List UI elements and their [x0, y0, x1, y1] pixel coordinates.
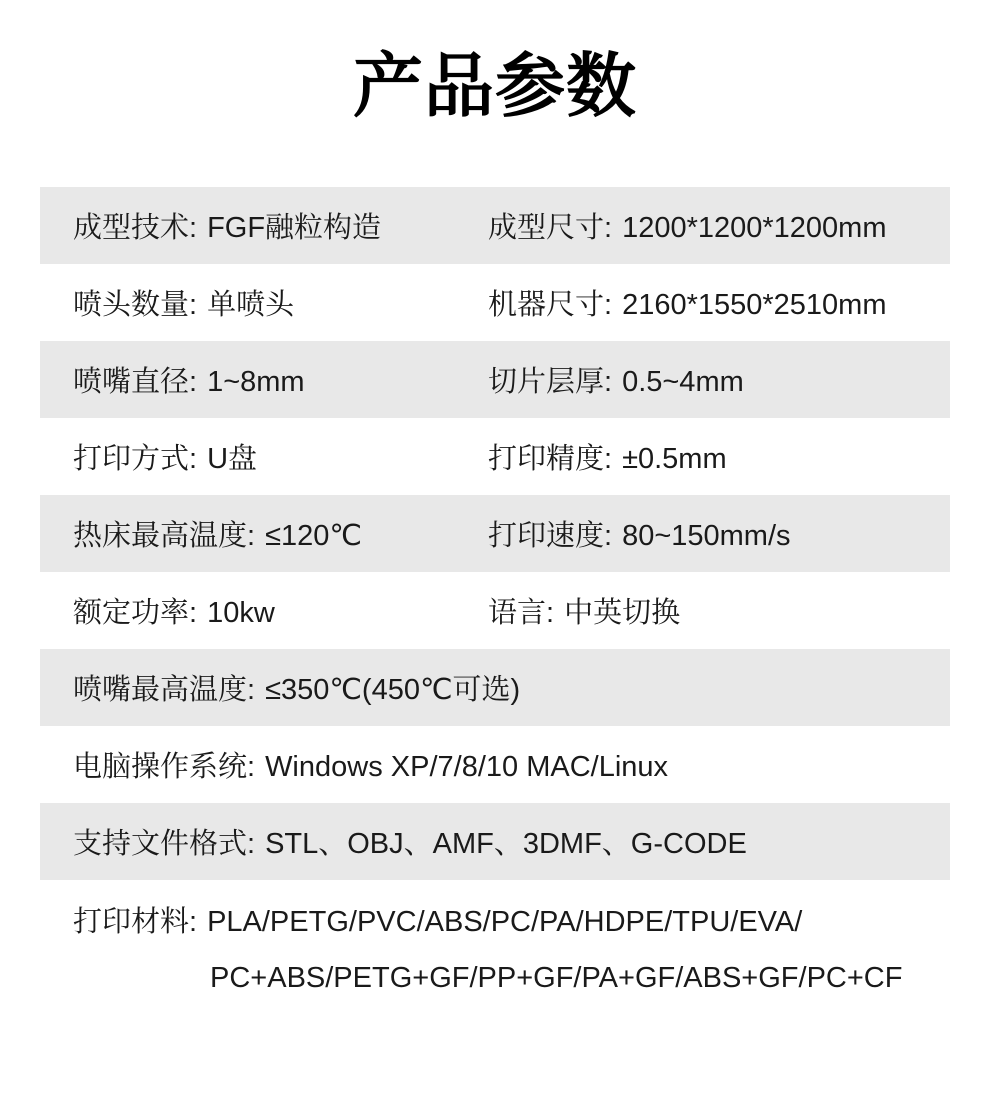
- spec-cell-print-speed: [488, 513, 940, 554]
- spec-label-language: 语言:: [488, 597, 555, 629]
- spec-cell-build-size: [488, 205, 940, 246]
- spec-row-nozzle-count: [40, 264, 950, 341]
- print-materials-line2: [210, 950, 940, 1006]
- spec-value-nozzle-count: 单喷头: [207, 289, 295, 321]
- spec-label-molding-technology: 成型技术:: [73, 212, 198, 244]
- spec-label-rated-power: 额定功率:: [73, 597, 198, 629]
- spec-cell-print-method: [73, 436, 488, 477]
- spec-cell-language: [488, 590, 940, 631]
- spec-value-build-size: 1200*1200*1200mm: [622, 212, 887, 244]
- page-title: 产品参数: [353, 47, 637, 125]
- spec-value-file-formats: STL、OBJ、AMF、3DMF、G-CODE: [265, 828, 747, 860]
- spec-label-nozzle-diameter: 喷嘴直径:: [73, 366, 198, 398]
- spec-row-molding: [40, 187, 950, 264]
- spec-value-molding-technology: FGF融粒构造: [207, 212, 382, 244]
- spec-value-nozzle-max-temp: ≤350℃(450℃可选): [265, 674, 521, 706]
- spec-cell-nozzle-max-temp: [73, 667, 940, 708]
- spec-row-print-materials: [40, 880, 950, 1012]
- spec-label-print-speed: 打印速度:: [488, 520, 613, 552]
- spec-label-machine-size: 机器尺寸:: [488, 289, 613, 321]
- spec-cell-nozzle-diameter: [73, 359, 488, 400]
- spec-row-bed-temp: [40, 495, 950, 572]
- spec-row-power: [40, 572, 950, 649]
- spec-label-print-method: 打印方式:: [73, 443, 198, 475]
- spec-value-print-materials-1: PLA/PETG/PVC/ABS/PC/PA/HDPE/TPU/EVA/: [207, 906, 803, 938]
- spec-value-rated-power: 10kw: [207, 597, 275, 629]
- spec-label-bed-max-temp: 热床最高温度:: [73, 520, 256, 552]
- spec-row-file-formats: [40, 803, 950, 880]
- print-materials-line1: [73, 894, 940, 950]
- spec-table: [40, 187, 950, 1012]
- spec-row-print-method: [40, 418, 950, 495]
- spec-label-print-materials: 打印材料:: [73, 906, 198, 938]
- spec-row-os: [40, 726, 950, 803]
- spec-cell-layer-thickness: [488, 359, 940, 400]
- spec-label-build-size: 成型尺寸:: [488, 212, 613, 244]
- spec-label-file-formats: 支持文件格式:: [73, 828, 256, 860]
- spec-value-bed-max-temp: ≤120℃: [265, 520, 362, 552]
- spec-value-print-precision: ±0.5mm: [622, 443, 727, 475]
- spec-value-print-speed: 80~150mm/s: [622, 520, 791, 552]
- spec-label-print-precision: 打印精度:: [488, 443, 613, 475]
- spec-value-language: 中英切换: [564, 597, 681, 629]
- spec-value-print-materials-2: PC+ABS/PETG+GF/PP+GF/PA+GF/ABS+GF/PC+CF: [210, 962, 903, 994]
- spec-cell-machine-size: [488, 282, 940, 323]
- spec-cell-file-formats: [73, 821, 940, 862]
- spec-cell-os-support: [73, 744, 940, 785]
- spec-cell-bed-max-temp: [73, 513, 488, 554]
- spec-cell-rated-power: [73, 590, 488, 631]
- spec-value-layer-thickness: 0.5~4mm: [622, 366, 744, 398]
- spec-cell-print-precision: [488, 436, 940, 477]
- spec-value-os-support: Windows XP/7/8/10 MAC/Linux: [265, 751, 669, 783]
- spec-label-nozzle-count: 喷头数量:: [73, 289, 198, 321]
- spec-row-nozzle-max-temp: [40, 649, 950, 726]
- spec-label-layer-thickness: 切片层厚:: [488, 366, 613, 398]
- spec-cell-molding-technology: [73, 205, 488, 246]
- spec-value-nozzle-diameter: 1~8mm: [207, 366, 305, 398]
- spec-cell-print-materials: [73, 894, 940, 1006]
- spec-label-nozzle-max-temp: 喷嘴最高温度:: [73, 674, 256, 706]
- spec-cell-nozzle-count: [73, 282, 488, 323]
- spec-label-os-support: 电脑操作系统:: [73, 751, 256, 783]
- spec-value-machine-size: 2160*1550*2510mm: [622, 289, 887, 321]
- spec-value-print-method: U盘: [207, 443, 258, 475]
- spec-row-nozzle-diameter: [40, 341, 950, 418]
